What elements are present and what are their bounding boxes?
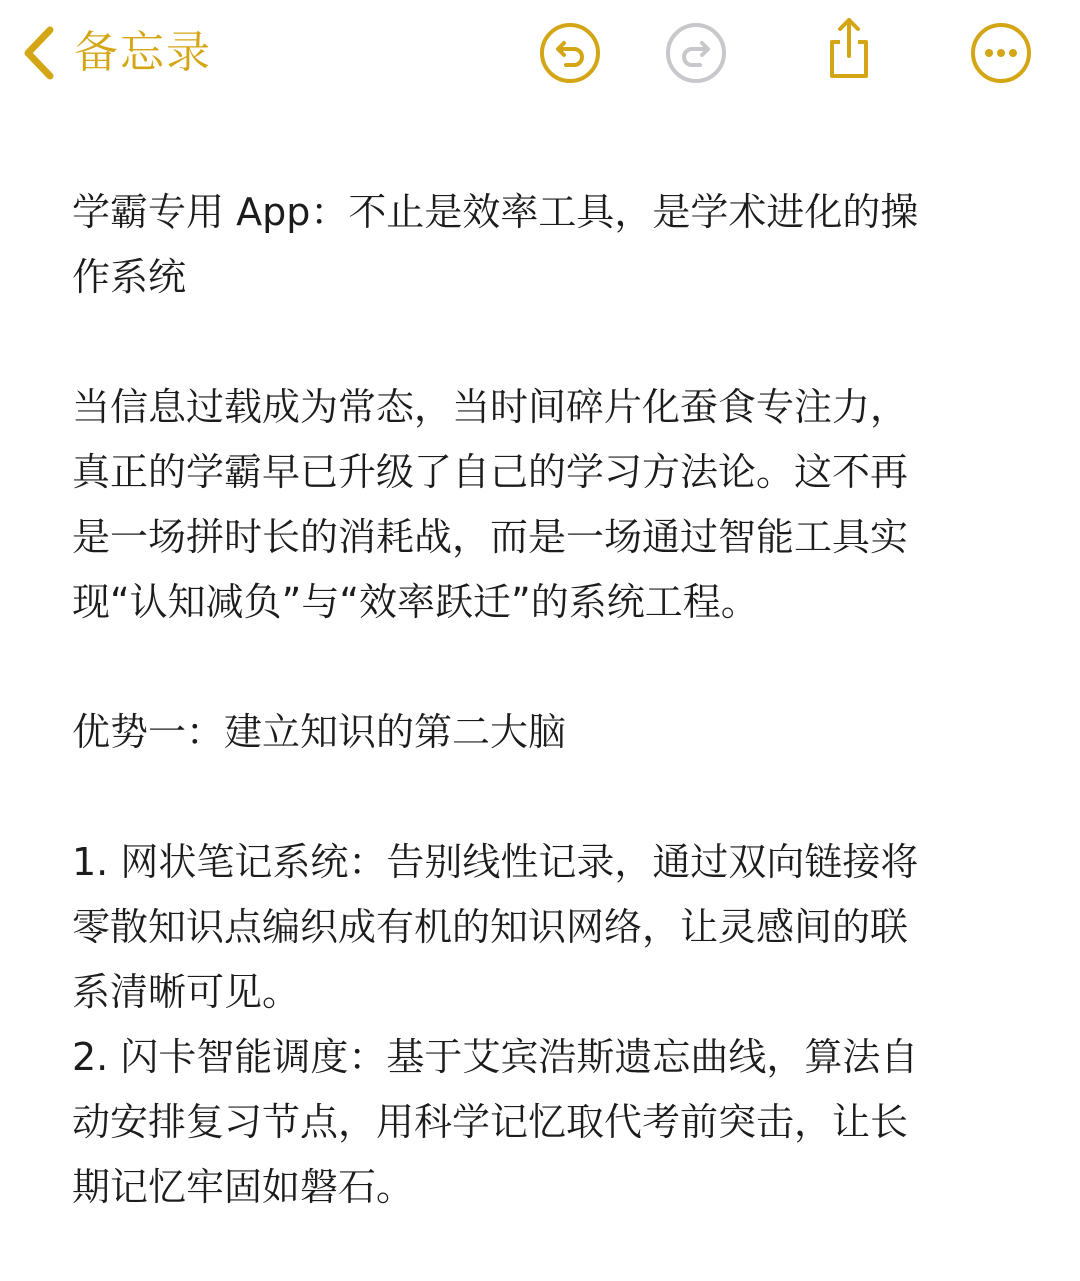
advantage-heading: 优势一：建立知识的第二大脑: [72, 710, 567, 754]
note-title-line: 作系统: [72, 255, 187, 299]
share-icon: [816, 14, 882, 80]
intro-line: 当信息过载成为常态，当时间碎片化蚕食专注力，: [72, 385, 909, 429]
intro-line: 是一场拼时长的消耗战，而是一场通过智能工具实: [72, 515, 909, 559]
note-title-line: 学霸专用 App：不止是效率工具，是学术进化的操: [72, 190, 919, 234]
list-item-line: 零散知识点编织成有机的知识网络，让灵感间的联: [72, 905, 909, 949]
list-item-line: 系清晰可见。: [72, 970, 301, 1014]
undo-button[interactable]: [537, 20, 603, 86]
chevron-left-icon: [22, 25, 56, 81]
redo-button[interactable]: [663, 20, 729, 86]
redo-icon: [663, 20, 729, 86]
list-item-line: 2. 闪卡智能调度：基于艾宾浩斯遗忘曲线，算法自: [72, 1035, 919, 1079]
undo-icon: [537, 20, 603, 86]
list-item-line: 期记忆牢固如磐石。: [72, 1165, 415, 1209]
more-icon: [968, 20, 1034, 86]
blank-line: [72, 635, 1012, 700]
blank-line: [72, 310, 1012, 375]
intro-line: 真正的学霸早已升级了自己的学习方法论。这不再: [72, 450, 909, 494]
navigation-bar: [0, 0, 1080, 110]
list-item-line: 动安排复习节点，用科学记忆取代考前突击，让长: [72, 1100, 909, 1144]
list-item-line: 1. 网状笔记系统：告别线性记录，通过双向链接将: [72, 840, 919, 884]
intro-line: 现“认知减负”与“效率跃迁”的系统工程。: [72, 580, 759, 624]
note-body[interactable]: [72, 180, 1012, 1220]
blank-line: [72, 765, 1012, 830]
back-label: 备忘录: [74, 27, 212, 78]
back-button[interactable]: [22, 18, 212, 88]
more-button[interactable]: [968, 20, 1034, 86]
share-button[interactable]: [816, 14, 882, 80]
